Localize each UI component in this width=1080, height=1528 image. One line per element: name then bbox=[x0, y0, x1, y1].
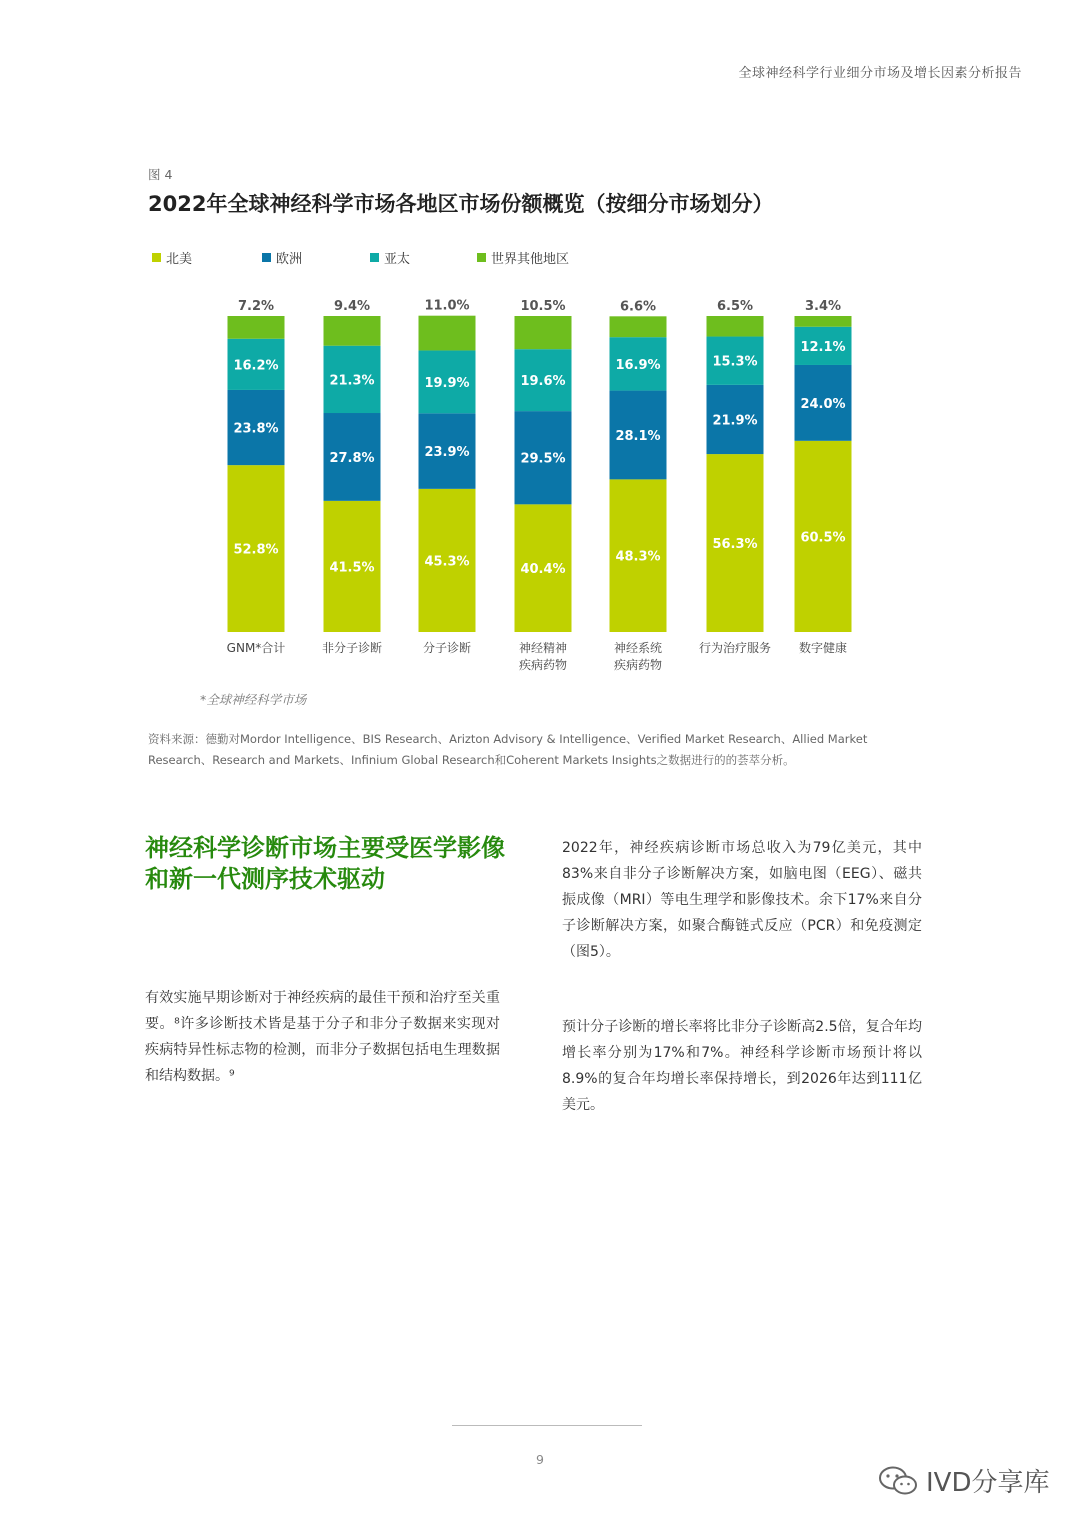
figure-title: 2022年全球神经科学市场各地区市场份额概览（按细分市场划分） bbox=[148, 192, 774, 216]
data-label: 27.8% bbox=[329, 450, 375, 466]
data-label: 24.0% bbox=[800, 396, 846, 412]
data-label: 9.4% bbox=[333, 299, 371, 314]
data-label: 21.9% bbox=[712, 413, 758, 429]
data-label: 3.4% bbox=[804, 299, 842, 314]
category-label: 疾病药物 bbox=[613, 658, 663, 672]
bar-segment-rest-of-world bbox=[419, 316, 476, 351]
data-label: 23.8% bbox=[233, 421, 279, 437]
data-label: 23.9% bbox=[424, 445, 470, 461]
legend-label: 北美 bbox=[166, 252, 193, 267]
data-label: 21.3% bbox=[329, 373, 375, 389]
data-label: 7.2% bbox=[237, 299, 275, 314]
data-label: 10.5% bbox=[520, 299, 566, 314]
category-label: 神经精神 bbox=[518, 641, 568, 655]
data-label: 29.5% bbox=[520, 451, 566, 467]
data-label: 56.3% bbox=[712, 537, 758, 553]
body-paragraph-right-2: 预计分子诊断的增长率将比非分子诊断高2.5倍，复合年均增长率分别为17%和7%。神经科学诊断市场预计将以8.9%的复合年均增长率保持增长，到2026年达到111亿美元。 bbox=[562, 1019, 922, 1113]
wechat-icon bbox=[878, 1465, 918, 1497]
data-label: 11.0% bbox=[424, 298, 470, 314]
data-label: 60.5% bbox=[800, 530, 846, 546]
legend-label: 世界其他地区 bbox=[491, 252, 570, 267]
data-label: 12.1% bbox=[800, 339, 846, 355]
data-label: 19.6% bbox=[520, 374, 566, 390]
category-label: 分子诊断 bbox=[422, 641, 472, 655]
data-label: 16.9% bbox=[615, 357, 661, 373]
body-paragraph-left: 有效实施早期诊断对于神经疾病的最佳干预和治疗至关重要。⁸许多诊断技术皆是基于分子和非分子数据来实现对疾病特异性标志物的检测，而非分子数据包括电生理数据和结构数据。⁹ bbox=[145, 990, 500, 1084]
body-paragraph-right-1: 2022年，神经疾病诊断市场总收入为79亿美元，其中83%来自非分子诊断解决方案，如脑电图（EEG）、磁共振成像（MRI）等电生理学和影像技术。余下17%来自分子诊断解决方案，如聚合酶链式反应（PCR）和免疫测定（图5）。 bbox=[562, 840, 922, 960]
data-label: 48.3% bbox=[615, 549, 661, 565]
category-label: 数字健康 bbox=[798, 641, 848, 655]
category-label: 疾病药物 bbox=[518, 658, 568, 672]
figure-label: 图 4 bbox=[148, 167, 173, 182]
legend-label: 欧洲 bbox=[276, 252, 303, 267]
footer-divider bbox=[452, 1425, 642, 1426]
bar-segment-rest-of-world bbox=[707, 316, 764, 337]
stacked-bar-chart bbox=[0, 0, 1080, 690]
figure-footnote: *全球神经科学市场 bbox=[200, 692, 307, 707]
data-label: 28.1% bbox=[615, 428, 661, 444]
data-label: 45.3% bbox=[424, 554, 470, 570]
watermark bbox=[878, 1462, 1049, 1499]
data-label: 15.3% bbox=[712, 354, 758, 370]
legend-label: 亚太 bbox=[384, 252, 411, 267]
bar-segment-rest-of-world bbox=[610, 316, 667, 337]
category-label: 行为治疗服务 bbox=[698, 641, 772, 655]
data-label: 19.9% bbox=[424, 375, 470, 391]
watermark-text: IVD分享库 bbox=[926, 1468, 1050, 1498]
page-number: 9 bbox=[536, 1452, 544, 1467]
data-label: 6.5% bbox=[716, 299, 754, 314]
section-heading: 神经科学诊断市场主要受医学影像和新一代测序技术驱动 bbox=[145, 834, 505, 893]
bar-segment-rest-of-world bbox=[795, 316, 852, 327]
category-label: 神经系统 bbox=[613, 641, 663, 655]
data-label: 41.5% bbox=[329, 560, 375, 576]
bar-segment-rest-of-world bbox=[515, 316, 572, 349]
bar-segment-rest-of-world bbox=[228, 316, 285, 339]
data-label: 52.8% bbox=[233, 542, 279, 558]
data-label: 16.2% bbox=[233, 358, 279, 374]
data-label: 6.6% bbox=[619, 299, 657, 315]
report-header-title: 全球神经科学行业细分市场及增长因素分析报告 bbox=[738, 66, 1022, 81]
bar-segment-rest-of-world bbox=[324, 316, 381, 346]
data-label: 40.4% bbox=[520, 562, 566, 578]
figure-source: 资料来源：德勤对Mordor Intelligence、BIS Research、Arizton Advisory & Intelligence、Verified Market Research、Allied Market Research、Research and Markets、Infinium Global Research和Coherent Markets Insights之数据进行的的荟萃分析。 bbox=[148, 732, 868, 767]
category-label: 非分子诊断 bbox=[321, 641, 383, 655]
category-label: GNM*合计 bbox=[226, 641, 286, 655]
